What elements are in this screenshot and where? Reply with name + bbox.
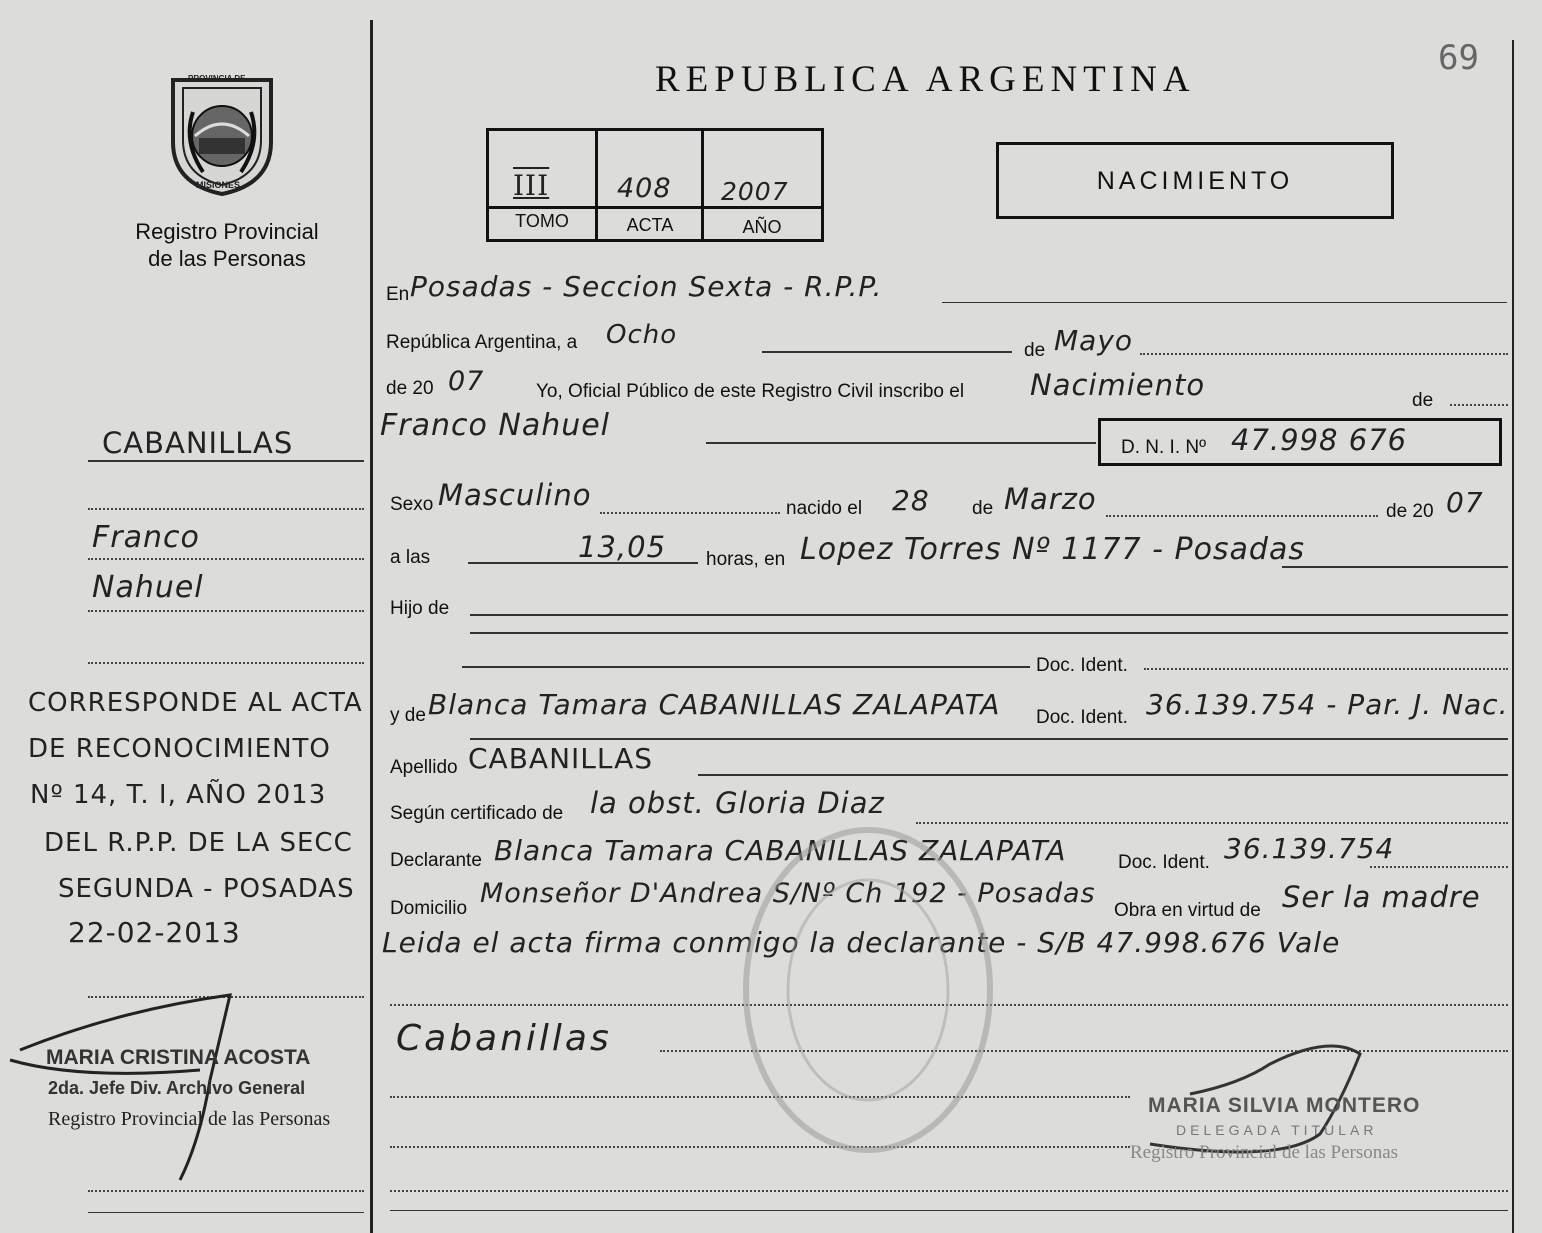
rule — [600, 512, 780, 514]
label-yo: Yo, Oficial Público de este Registro Civil inscribo el — [536, 381, 965, 402]
margin-surname: CABANILLAS — [102, 426, 294, 460]
label-de-month: de — [1024, 340, 1046, 361]
officer-name: MARIA SILVIA MONTERO — [1148, 1094, 1421, 1117]
officer-org: Registro Provincial de las Personas — [1130, 1142, 1399, 1163]
label-horas: horas, en — [706, 549, 786, 570]
value-time: 13,05 — [578, 530, 667, 564]
rule — [1450, 404, 1508, 406]
rule — [390, 1190, 1508, 1192]
dni-box — [1098, 418, 1502, 466]
label-hijo: Hijo de — [390, 598, 450, 619]
label-en: En — [386, 284, 410, 305]
margin-official-name: MARIA CRISTINA ACOSTA — [46, 1046, 311, 1069]
label-de20-birth: de 20 — [1386, 501, 1434, 522]
value-dni: 47.998 676 — [1231, 423, 1408, 457]
left-column-divider — [370, 20, 373, 1233]
rule — [88, 662, 364, 664]
provincial-seal — [163, 72, 281, 196]
value-birth-month: Marzo — [1004, 482, 1097, 516]
value-birth-year: 07 — [1446, 486, 1484, 519]
label-de20: de 20 — [386, 378, 434, 399]
label-declarante: Declarante — [390, 850, 482, 871]
value-certificate: la obst. Gloria Diaz — [590, 786, 885, 820]
seal-text-top: PROVINCIA DE — [188, 74, 246, 83]
margin-note-line-5: SEGUNDA - POSADAS — [58, 874, 355, 904]
value-mother: Blanca Tamara CABANILLAS ZALAPATA — [428, 688, 1001, 721]
registry-stamp-icon — [738, 820, 998, 1160]
acta-label: ACTA — [626, 215, 674, 235]
label-doc-ident-3: Doc. Ident. — [1118, 852, 1210, 873]
rule — [942, 302, 1507, 303]
rule — [390, 1210, 1508, 1211]
label-apellido: Apellido — [390, 757, 458, 778]
rule — [88, 508, 364, 510]
ano-label: AÑO — [742, 217, 782, 237]
value-declarante-doc: 36.139.754 — [1224, 832, 1395, 865]
rule — [88, 460, 364, 462]
label-dni: D. N. I. Nº — [1121, 437, 1207, 458]
margin-note-line-1: CORRESPONDE AL ACTA — [28, 688, 363, 718]
acta-value: 408 — [617, 173, 672, 204]
officer-title: DELEGADA TITULAR — [1176, 1122, 1378, 1138]
value-mother-doc: 36.139.754 - Par. J. Nac. — [1146, 688, 1509, 721]
label-obra: Obra en virtud de — [1114, 900, 1261, 921]
registry-name-line2: de las Personas — [148, 246, 306, 271]
page-number: 69 — [1438, 38, 1479, 78]
label-doc-ident-2: Doc. Ident. — [1036, 707, 1128, 728]
rule — [88, 558, 364, 560]
margin-official-org: Registro Provincial de las Personas — [48, 1108, 331, 1130]
label-republica: República Argentina, a — [386, 332, 578, 353]
value-obra: Ser la madre — [1282, 880, 1481, 914]
rule — [916, 822, 1508, 824]
registry-name-line1: Registro Provincial — [135, 219, 319, 244]
value-year: 07 — [448, 366, 485, 397]
rule — [706, 442, 1096, 444]
value-domicilio: Monseñor D'Andrea S/Nº Ch 192 - Posadas — [480, 878, 1096, 909]
rule — [470, 614, 1508, 616]
value-day: Ocho — [606, 320, 678, 350]
value-place: Posadas - Seccion Sexta - R.P.P. — [410, 270, 883, 303]
rule — [462, 666, 1030, 668]
rule — [1144, 668, 1508, 670]
label-sexo: Sexo — [390, 494, 434, 515]
document-type-label: NACIMIENTO — [1096, 167, 1294, 195]
ano-value: 2007 — [721, 177, 789, 206]
rule — [1282, 566, 1508, 568]
seal-text-bottom: MISIONES — [196, 180, 241, 190]
margin-note-line-3: Nº 14, T. I, AÑO 2013 — [30, 780, 327, 810]
rule — [88, 1190, 364, 1192]
margin-note-line-6: 22-02-2013 — [68, 916, 241, 949]
rule — [1106, 515, 1378, 517]
rule — [762, 351, 1012, 353]
label-de-name: de — [1412, 390, 1434, 411]
value-closing: Leida el acta firma conmigo la declarante - S/B 47.998.676 Vale — [382, 926, 1341, 959]
value-birth-day: 28 — [892, 484, 930, 517]
label-de-bmonth: de — [972, 498, 994, 519]
document-type-box — [996, 142, 1394, 219]
margin-given-name-2: Nahuel — [92, 570, 204, 605]
label-alas: a las — [390, 547, 431, 568]
value-act: Nacimiento — [1030, 368, 1206, 402]
declarant-signature: Cabanillas — [396, 1018, 612, 1059]
value-apellido: CABANILLAS — [468, 742, 654, 775]
document-title: REPUBLICA ARGENTINA — [655, 59, 1196, 100]
margin-official-title: 2da. Jefe Div. Archivo General — [48, 1078, 306, 1098]
label-doc-ident-1: Doc. Ident. — [1036, 655, 1128, 676]
rule — [88, 1212, 364, 1213]
rule — [470, 738, 1508, 740]
margin-given-name-1: Franco — [92, 520, 200, 555]
label-segun: Según certificado de — [390, 803, 564, 824]
seal-emblem-icon — [163, 72, 281, 196]
value-declarante: Blanca Tamara CABANILLAS ZALAPATA — [494, 834, 1067, 867]
margin-note-line-4: DEL R.P.P. DE LA SECC — [44, 828, 353, 858]
right-border — [1512, 40, 1514, 1233]
tomo-value: III — [513, 169, 550, 202]
rule — [1140, 353, 1508, 355]
label-y-de: y de — [390, 705, 426, 726]
rule — [88, 610, 364, 612]
tomo-label: TOMO — [515, 211, 569, 231]
value-month: Mayo — [1054, 324, 1134, 357]
label-nacido: nacido el — [786, 498, 863, 519]
rule — [470, 632, 1508, 634]
value-name: Franco Nahuel — [380, 408, 611, 443]
label-domicilio: Domicilio — [390, 898, 468, 919]
record-box — [486, 128, 824, 242]
value-birthplace: Lopez Torres Nº 1177 - Posadas — [800, 532, 1305, 567]
value-sexo: Masculino — [438, 478, 592, 512]
margin-note-line-2: DE RECONOCIMIENTO — [28, 734, 331, 764]
rule — [698, 774, 1508, 776]
rule — [1370, 866, 1508, 868]
